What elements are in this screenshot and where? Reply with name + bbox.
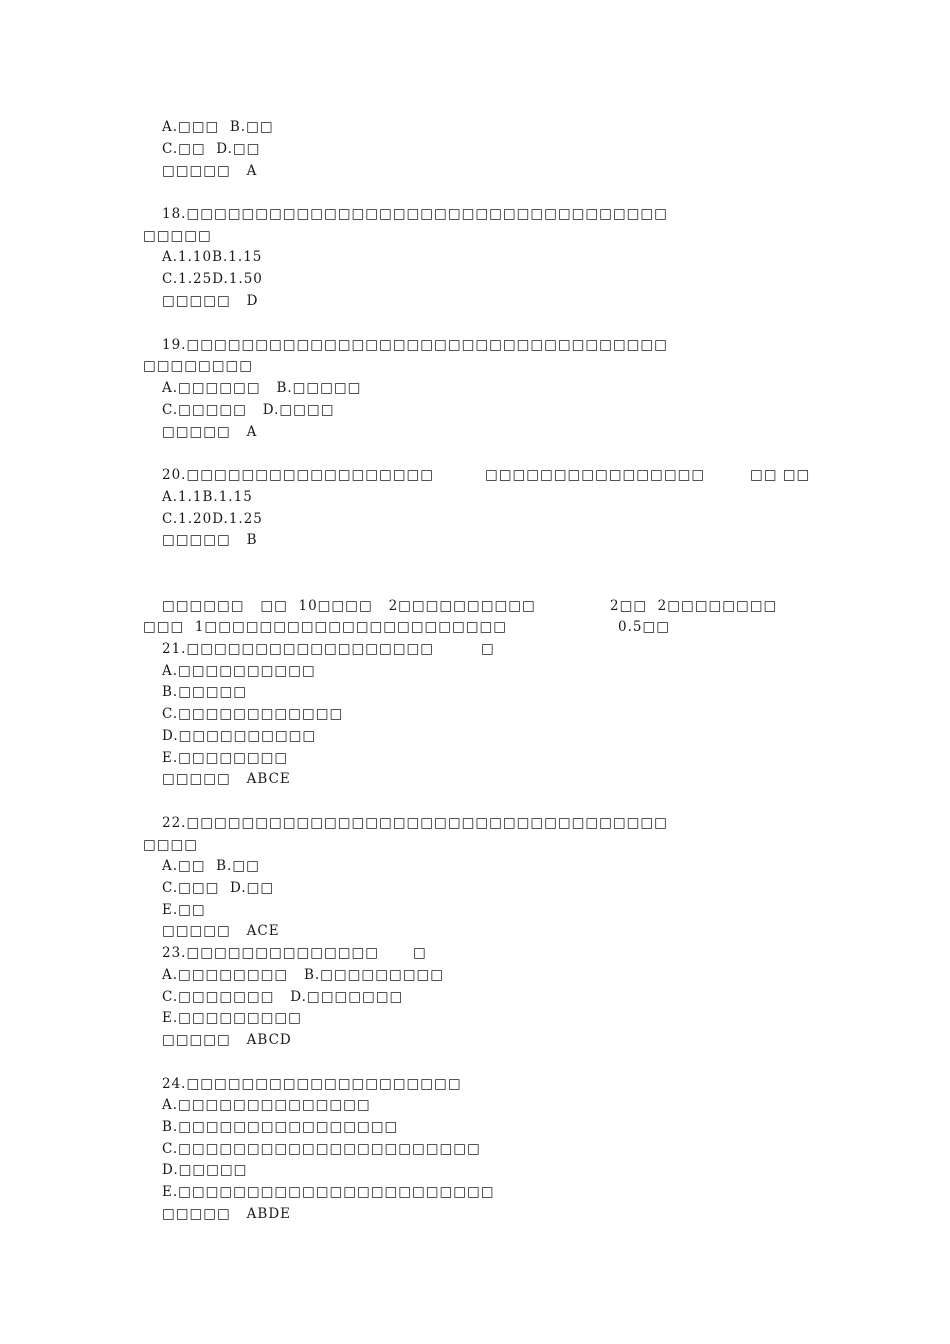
q22-answer: □□□□□ ACE [162, 923, 280, 939]
q24-stem: 24.□□□□□□□□□□□□□□□□□□□□ [162, 1076, 462, 1092]
q20-options-ab: A.1.1B.1.15 [162, 489, 253, 505]
q18-options-ab: A.1.10B.1.15 [162, 249, 263, 265]
q20-answer: □□□□□ B [162, 532, 258, 548]
q17-options-cd: C.□□ D.□□ [162, 141, 261, 157]
q19-options-ab: A.□□□□□□ B.□□□□□ [162, 380, 362, 396]
q19-options-cd: C.□□□□□ D.□□□□ [162, 402, 335, 418]
q20-options-cd: C.1.20D.1.25 [162, 511, 263, 527]
q23-options-ab: A.□□□□□□□□ B.□□□□□□□□□ [162, 967, 444, 983]
q18-stem-cont: □□□□□ [143, 228, 212, 244]
q20-stem-part3: □□ □□ [750, 467, 811, 483]
q22-option-e: E.□□ [162, 902, 206, 918]
q19-answer: □□□□□ A [162, 424, 258, 440]
q24-option-c: C.□□□□□□□□□□□□□□□□□□□□□□ [162, 1141, 481, 1157]
q18-stem: 18.□□□□□□□□□□□□□□□□□□□□□□□□□□□□□□□□□□□ [162, 206, 668, 222]
q18-answer: □□□□□ D [162, 293, 259, 309]
q24-option-a: A.□□□□□□□□□□□□□□ [162, 1097, 371, 1113]
q22-stem: 22.□□□□□□□□□□□□□□□□□□□□□□□□□□□□□□□□□□□ [162, 815, 668, 831]
q21-option-c: C.□□□□□□□□□□□□ [162, 706, 344, 722]
q24-answer: □□□□□ ABDE [162, 1206, 291, 1222]
q17-options-ab: A.□□□ B.□□ [162, 119, 274, 135]
q19-stem-cont: □□□□□□□□ [143, 358, 254, 374]
q19-stem: 19.□□□□□□□□□□□□□□□□□□□□□□□□□□□□□□□□□□□ [162, 337, 668, 353]
section-heading-line2-end: 0.5□□ [618, 619, 670, 635]
q21-stem-end: □ [481, 641, 495, 657]
q23-options-cd: C.□□□□□□□ D.□□□□□□□ [162, 989, 404, 1005]
q24-option-e: E.□□□□□□□□□□□□□□□□□□□□□□□ [162, 1184, 495, 1200]
q23-stem-end: □ [413, 945, 427, 961]
q23-option-e: E.□□□□□□□□□ [162, 1010, 302, 1026]
q23-stem: 23.□□□□□□□□□□□□□□ [162, 945, 380, 961]
q21-answer: □□□□□ ABCE [162, 771, 291, 787]
q21-option-d: D.□□□□□□□□□□ [162, 728, 317, 744]
section-heading-part1: □□□□□□ □□ 10□□□□ 2□□□□□□□□□□ [162, 598, 536, 614]
q22-stem-cont: □□□□ [143, 837, 199, 853]
q21-stem: 21.□□□□□□□□□□□□□□□□□□ [162, 641, 435, 657]
q21-option-b: B.□□□□□ [162, 684, 247, 700]
section-heading-part2: 2□□ 2□□□□□□□□ [610, 598, 778, 614]
q23-answer: □□□□□ ABCD [162, 1032, 292, 1048]
q17-answer: □□□□□ A [162, 163, 258, 179]
q24-option-d: D.□□□□□ [162, 1162, 248, 1178]
q18-options-cd: C.1.25D.1.50 [162, 271, 263, 287]
q24-option-b: B.□□□□□□□□□□□□□□□□ [162, 1119, 399, 1135]
q20-stem-part1: 20.□□□□□□□□□□□□□□□□□□ [162, 467, 435, 483]
q21-option-e: E.□□□□□□□□ [162, 750, 289, 766]
q22-options-ab: A.□□ B.□□ [162, 858, 260, 874]
q21-option-a: A.□□□□□□□□□□ [162, 663, 316, 679]
section-heading-line2: □□□ 1□□□□□□□□□□□□□□□□□□□□□□ [143, 619, 508, 635]
q20-stem-part2: □□□□□□□□□□□□□□□□ [485, 467, 706, 483]
q22-options-cd: C.□□□ D.□□ [162, 880, 275, 896]
